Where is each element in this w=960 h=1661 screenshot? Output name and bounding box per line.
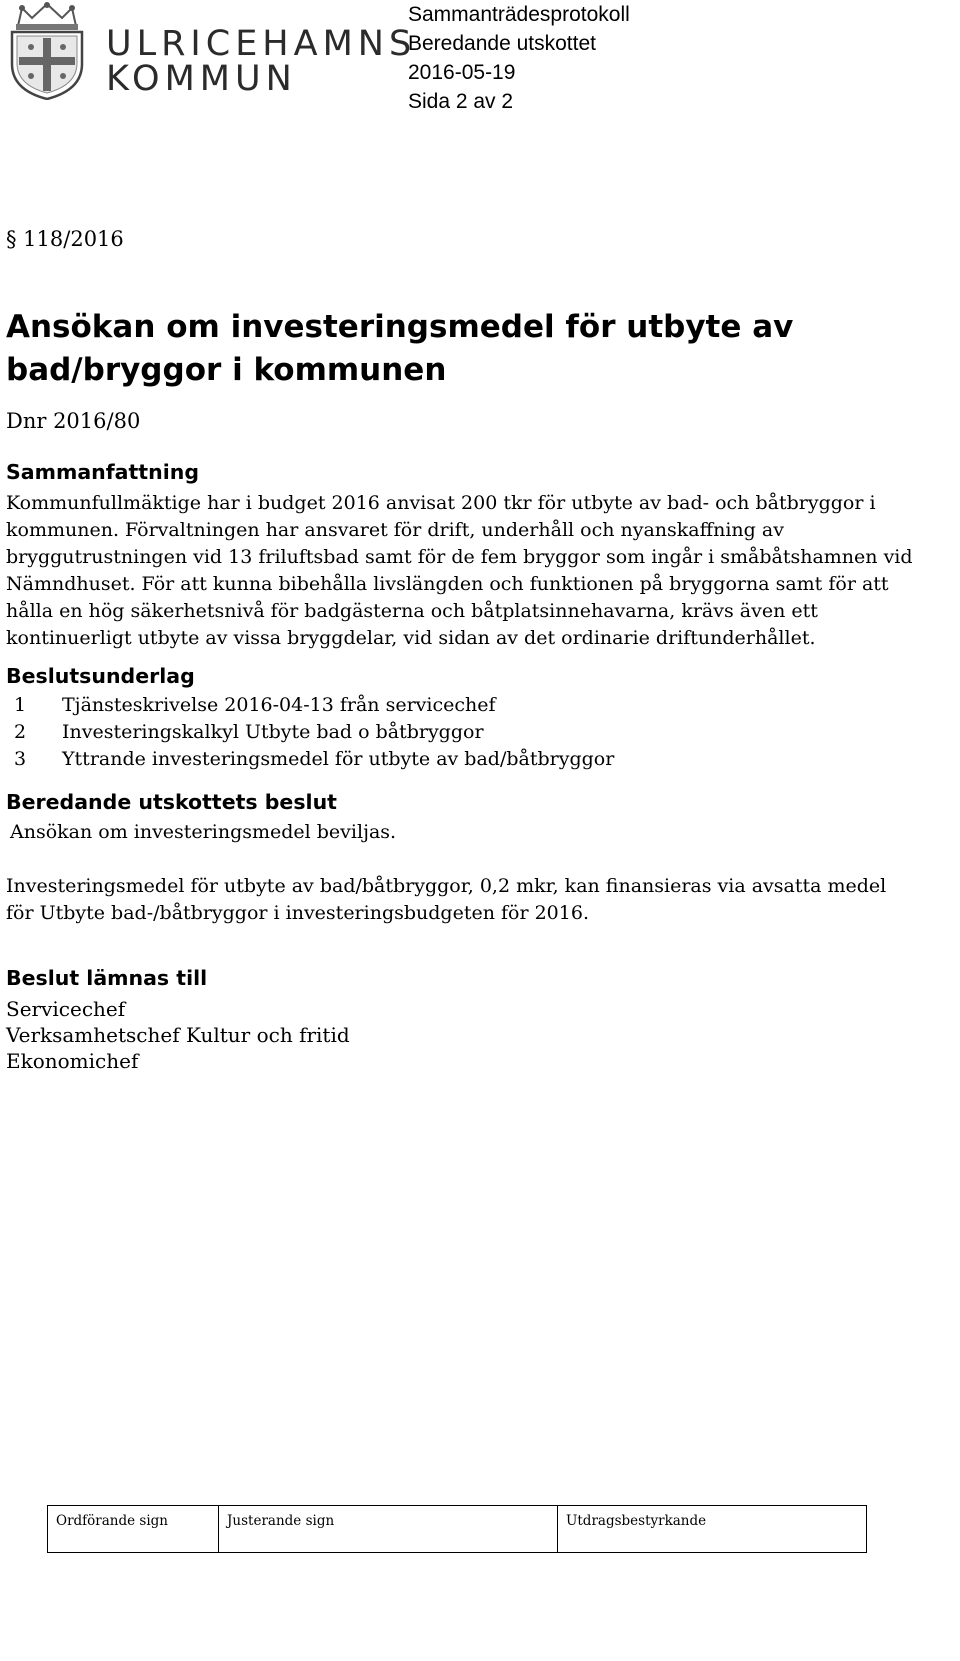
summary-text [6,490,956,652]
extract-cert-label: Utdragsbestyrkande [566,1513,707,1529]
logo-text-line1: ULRICEHAMNS [106,24,417,64]
recipient: Ekonomichef [6,1049,139,1073]
chair-sign-label: Ordförande sign [56,1513,168,1529]
header-committee: Beredande utskottet [408,32,596,55]
paragraph-number: § 118/2016 [6,227,124,251]
recipient: Verksamhetschef Kultur och fritid [6,1023,350,1047]
decision-financing-line: Investeringsmedel för utbyte av bad/båtbryggor, 0,2 mkr, kan finansieras via avsatta medel [6,875,887,897]
extract-cert-cell [557,1506,866,1552]
summary-line: kontinuerligt utbyte av vissa bryggdelar, vid sidan av det ordinarie driftunderhållet. [6,627,816,649]
recipients-list [6,996,956,1074]
coat-of-arms-icon [4,2,90,100]
decision-financing [6,873,956,927]
chair-sign-cell [48,1506,218,1552]
list-item-text: Tjänsteskrivelse 2016-04-13 från servicechef [62,694,496,716]
recipient: Servicechef [6,997,126,1021]
signature-table [47,1505,867,1553]
summary-line: hålla en hög säkerhetsnivå för badgästerna och båtplatsinnehavarna, krävs även ett [6,600,818,622]
recipients-heading: Beslut lämnas till [6,966,208,990]
list-item [14,719,614,746]
page-title: Ansökan om investeringsmedel för utbyte av bad/bryggor i kommunen [6,309,794,388]
basis-heading: Beslutsunderlag [6,664,195,688]
header-doc-type: Sammanträdesprotokoll [408,3,630,26]
header-date: 2016-05-19 [408,61,516,84]
list-item-number: 3 [14,748,27,770]
list-item-text: Investeringskalkyl Utbyte bad o båtbryggor [62,721,484,743]
document-header [408,0,630,116]
summary-heading: Sammanfattning [6,460,199,484]
summary-line: bryggutrustningen vid 13 friluftsbad samt för de fem bryggor som ingår i småbåtshamnen vid [6,546,913,568]
diary-number: Dnr 2016/80 [6,409,141,433]
basis-list [14,692,614,773]
list-item [14,746,614,773]
summary-line: Kommunfullmäktige har i budget 2016 anvisat 200 tkr för utbyte av bad- och båtbryggor i [6,492,876,514]
list-item-number: 2 [14,721,27,743]
list-item-text: Yttrande investeringsmedel för utbyte av bad/båtbryggor [62,748,615,770]
municipality-logo [4,2,417,102]
decision-line1 [10,819,960,846]
decision-heading: Beredande utskottets beslut [6,790,337,814]
list-item-number: 1 [14,694,27,716]
adjuster-sign-label: Justerande sign [227,1513,335,1529]
summary-line: kommunen. Förvaltningen har ansvaret för drift, underhåll och nyanskaffning av [6,519,784,541]
decision-text: Ansökan om investeringsmedel beviljas. [10,821,397,843]
summary-line: Nämndhuset. För att kunna bibehålla livslängden och funktionen på bryggorna samt för att [6,573,889,595]
adjuster-sign-cell [218,1506,557,1552]
header-page: Sida 2 av 2 [408,90,514,113]
logo-text-line2: KOMMUN [106,59,297,99]
decision-financing-line: för Utbyte bad-/båtbryggor i investeringsbudgeten för 2016. [6,902,589,924]
list-item [14,692,614,719]
